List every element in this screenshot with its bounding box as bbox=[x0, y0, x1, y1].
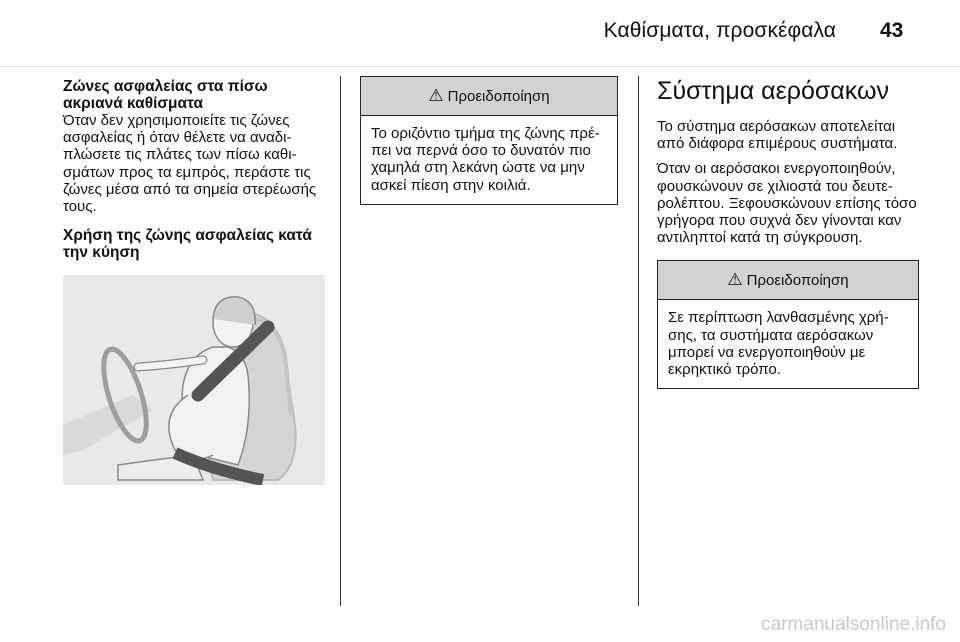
rear-seatbelts-paragraph: Όταν δεν χρησιμοποιείτε τις ζώνες ασφαλείας ή όταν θέλετε να αναδι-πλώσετε τις πλάτες των πίσω καθι-σμάτων προς τα εμπρός, περάστε τις ζώνες μέσα από τα σημεία στερέωσής τους. bbox=[63, 112, 317, 216]
header-title: Καθίσματα, προσκέφαλα bbox=[603, 19, 836, 42]
column-middle bbox=[360, 76, 618, 205]
page-number: 43 bbox=[880, 19, 904, 42]
column-divider-2 bbox=[638, 76, 639, 606]
pregnancy-seatbelt-heading: Χρήση της ζώνης ασφαλείας κατά την κύηση bbox=[63, 227, 312, 262]
airbag-warning-box bbox=[657, 260, 919, 389]
pregnant-driver-seatbelt-illustration bbox=[63, 275, 325, 485]
column-right bbox=[657, 76, 919, 389]
pregnancy-warning-box bbox=[360, 76, 618, 205]
column-left bbox=[63, 76, 325, 485]
airbag-section-title: Σύστημα αερόσακων bbox=[657, 77, 889, 105]
warning-text: Σε περίπτωση λανθασμένης χρή-σης, τα συστήματα αερόσακων μπορεί να ενεργοποιηθούν με εκρηκτικό τρόπο. bbox=[668, 309, 889, 379]
pregnant-driver-figure bbox=[63, 275, 325, 485]
warning-title: Προειδοποίηση bbox=[447, 87, 550, 105]
warning-header bbox=[658, 261, 918, 300]
airbag-paragraph-1: Το σύστημα αερόσακων αποτελείται από διάφορα επιμέρους συστήματα. bbox=[657, 118, 898, 153]
warning-header bbox=[361, 77, 617, 116]
airbag-paragraph-2: Όταν οι αερόσακοι ενεργοποιηθούν, φουσκώνουν σε χιλιοστά του δευτε-ρολέπτου. Ξεφουσκώνουν επίσης τόσο γρήγορα που συχνά δεν γίνονται καν αντιληπτοί κατά τη σύγκρουση. bbox=[657, 160, 917, 247]
warning-text: Το οριζόντιο τμήμα της ζώνης πρέ-πει να περνά όσο το δυνατόν πιο χαμηλά στη λεκάνη ώστε να μην ασκεί πίεση στην κοιλιά. bbox=[371, 125, 600, 194]
page-header bbox=[0, 0, 960, 67]
warning-title: Προειδοποίηση bbox=[746, 271, 849, 289]
rear-seatbelts-heading: Ζώνες ασφαλείας στα πίσω ακριανά καθίσματα bbox=[63, 78, 268, 112]
watermark: carmanualsonline.info bbox=[761, 614, 946, 635]
warning-triangle-icon: ⚠ bbox=[428, 86, 444, 105]
warning-triangle-icon: ⚠ bbox=[727, 270, 743, 290]
column-divider-1 bbox=[340, 76, 341, 606]
